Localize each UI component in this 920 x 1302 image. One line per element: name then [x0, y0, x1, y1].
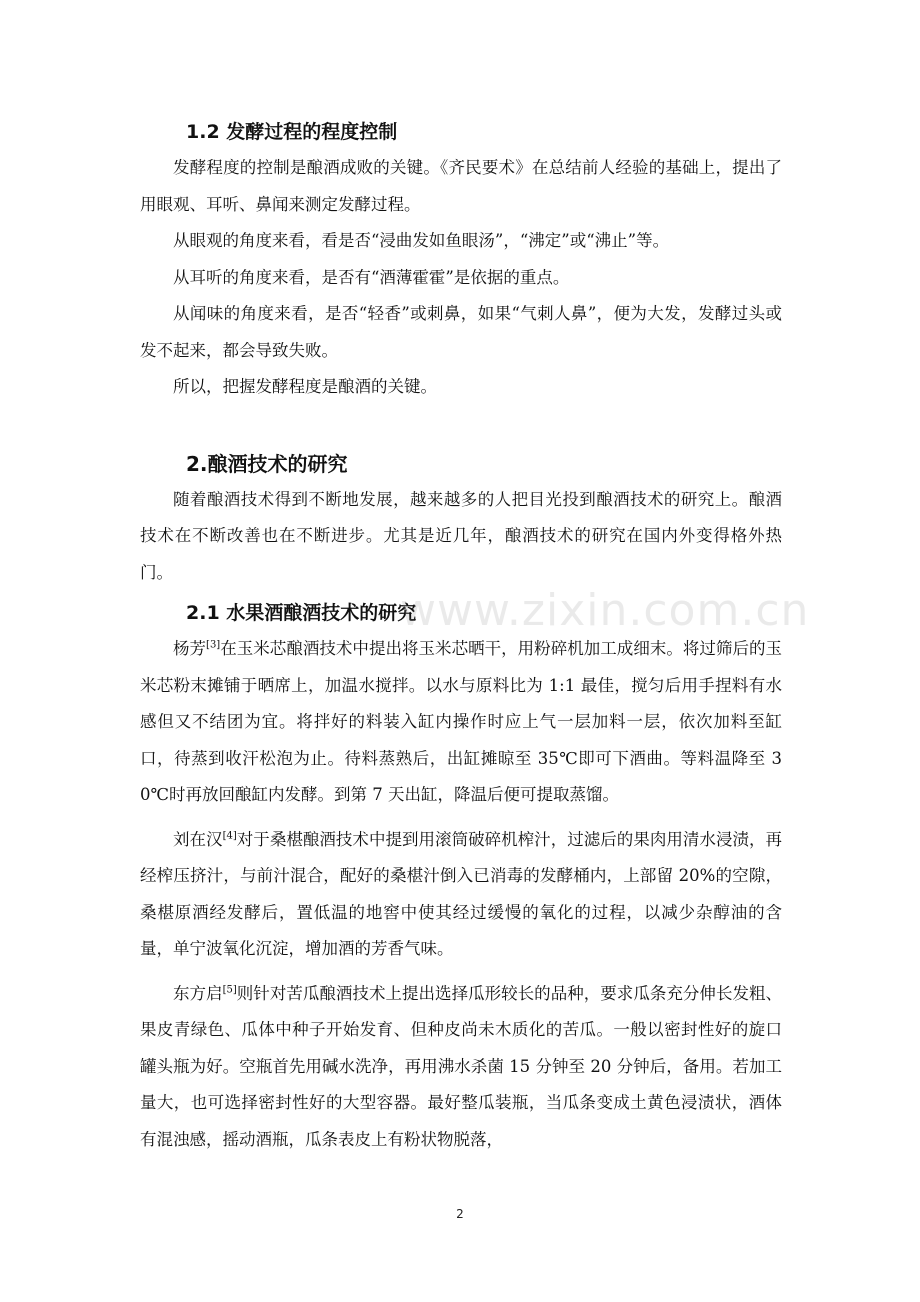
page-number: 2: [456, 1207, 464, 1221]
paragraph: 从耳听的角度来看，是否有“酒薄霍霍”是依据的重点。: [173, 267, 570, 287]
paragraph-text: 在玉米芯酿酒技术中提出将玉米芯晒干，用粉碎机加工成细末。将过筛后的玉米芯粉末摊铺于晒席上，加温水搅拌。以水与原料比为 1:1 最佳，搅匀后用手捏料有水感但又不结团为宜。将拌好的料装入缸内操作时应上气一层加料一层，依次加料至缸口，待蒸到收汗松泡为止。待料蒸熟后，出缸摊晾至 35℃即可下酒曲。等料温降至 30℃时再放回酿缸内发酵。到第 7 天出缸，降温后便可提取蒸馏。: [140, 639, 783, 804]
page-content: [140, 114, 782, 1158]
paragraph: 发酵程度的控制是酿酒成败的关键。《齐民要术》在总结前人经验的基础上，提出了用眼观、耳听、鼻闻来测定发酵过程。: [140, 158, 782, 214]
watermark: www.zixin.com.cn: [400, 585, 810, 636]
citation-ref[interactable]: [3]: [206, 639, 221, 651]
cited-author: 刘在汉: [173, 829, 223, 849]
paragraph-text: 则针对苦瓜酿酒技术上提出选择瓜形较长的品种，要求瓜条充分伸长发粗、果皮青绿色、瓜体中种子开始发育、但种皮尚未木质化的苦瓜。一般以密封性好的旋口罐头瓶为好。空瓶首先用碱水洗净，再用沸水杀菌 15 分钟至 20 分钟后，备用。若加工量大，也可选择密封性好的大型容器。最好整瓜装瓶，当瓜条变成土黄色浸渍状，酒体有混浊感，摇动酒瓶，瓜条表皮上有粉状物脱落，: [140, 983, 783, 1149]
paragraph: 从眼观的角度来看，看是否“浸曲发如鱼眼汤”，“沸定”或“沸止”等。: [173, 231, 670, 250]
paragraph-text: 对于桑椹酿酒技术中提到用滚筒破碎机榨汁，过滤后的果肉用清水浸渍，再经榨压挤汁，与前汁混合，配好的桑椹汁倒入已消毒的发酵桶内，上部留 20%的空隙，桑椹原酒经发酵后，置低温的地窖中使其经过缓慢的氧化的过程，以减少杂醇油的含量，单宁波氧化沉淀，增加酒的芳香气味。: [140, 829, 783, 958]
section-heading-2-1: 2.1 水果酒酿酒技术的研究: [186, 602, 417, 624]
section-heading-2: 2.酿酒技术的研究: [186, 451, 348, 476]
paragraph-citation: [140, 631, 782, 814]
cited-author: 杨芳: [173, 639, 207, 658]
citation-ref[interactable]: [4]: [222, 830, 237, 841]
paragraph-citation: [140, 822, 782, 968]
cited-author: 东方启: [173, 983, 223, 1003]
paragraph-citation: [140, 976, 782, 1159]
paragraph: 从闻味的角度来看，是否“轻香”或刺鼻，如果“气刺人鼻”，便为大发，发酵过头或发不起来，都会导致失败。: [140, 304, 782, 360]
citation-ref[interactable]: [5]: [222, 984, 237, 995]
section-heading-1-2: 1.2 发酵过程的程度控制: [186, 121, 398, 143]
paragraph: 随着酿酒技术得到不断地发展，越来越多的人把目光投到酿酒技术的研究上。酿酒技术在不断改善也在不断进步。尤其是近几年，酿酒技术的研究在国内外变得格外热门。: [140, 489, 782, 582]
paragraph: 所以，把握发酵程度是酿酒的关键。: [173, 377, 437, 396]
